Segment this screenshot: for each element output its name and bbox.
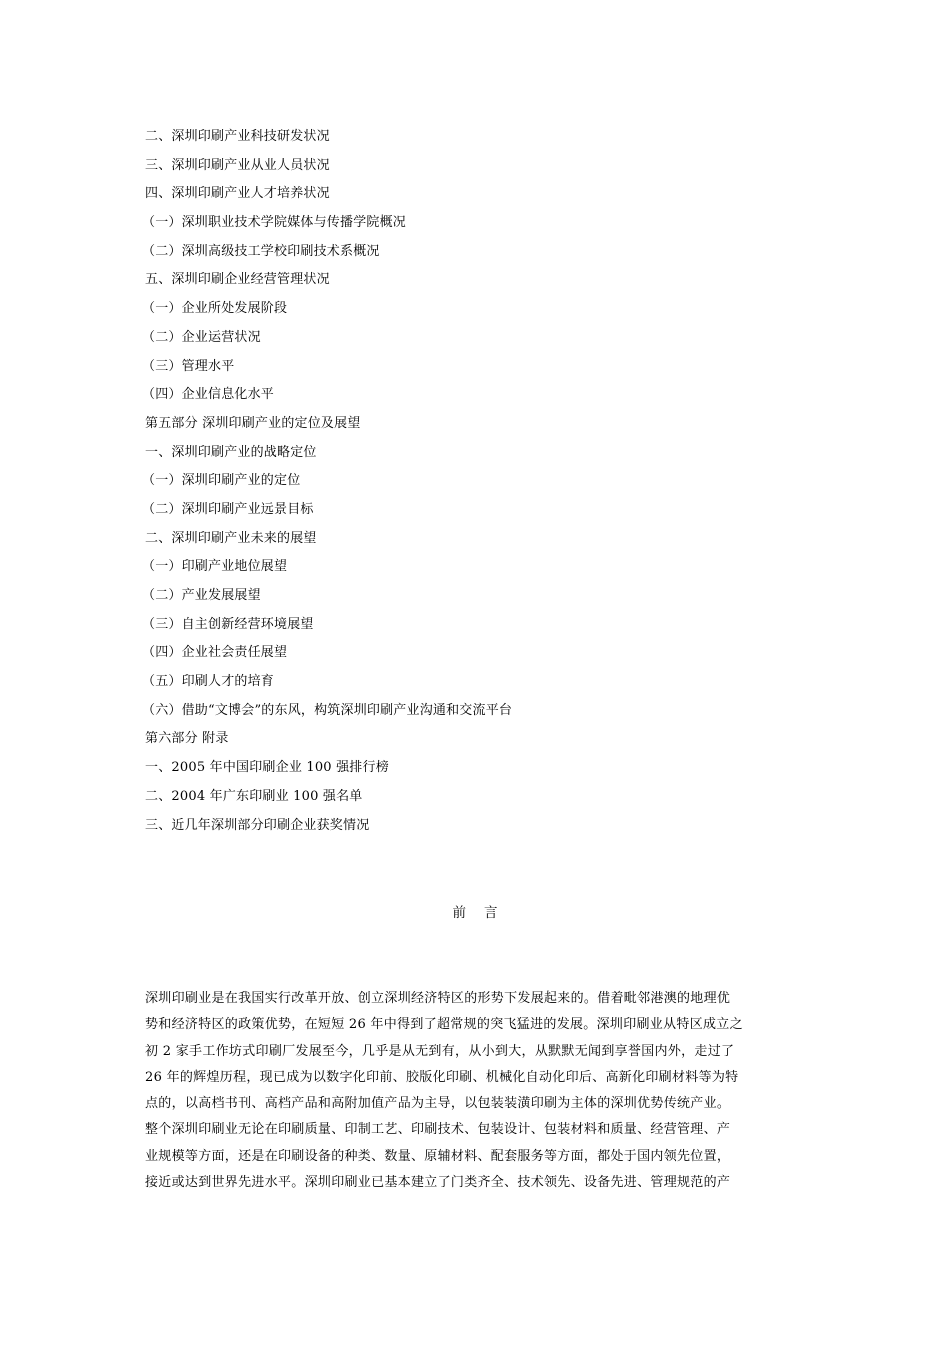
toc-entry: （二）产业发展展望: [142, 588, 261, 603]
toc-entry: （二）深圳印刷产业远景目标: [142, 501, 314, 517]
toc-entry: （一）印刷产业地位展望: [142, 559, 288, 575]
table-of-contents: [142, 126, 805, 843]
preface-line: 整个深圳印刷业无论在印刷质量、印制工艺、印刷技术、包装设计、包装材料和质量、经营管理、产: [145, 1122, 731, 1138]
toc-entry: （四）企业信息化水平: [142, 387, 275, 403]
toc-entry: （一）深圳职业技术学院媒体与传播学院概况: [142, 215, 407, 231]
toc-entry: （一）深圳印刷产业的定位: [142, 473, 301, 489]
toc-entry: （一）企业所处发展阶段: [142, 301, 288, 317]
preface-line: 接近或达到世界先进水平。深圳印刷业已基本建立了门类齐全、技术领先、设备先进、管理规范的产: [145, 1175, 731, 1191]
toc-entry: （二）企业运营状况: [142, 329, 261, 345]
toc-entry: （三）管理水平: [142, 358, 235, 374]
toc-entry: （五）印刷人才的培育: [142, 674, 275, 690]
toc-entry: 三、近几年深圳部分印刷企业获奖情况: [145, 817, 370, 833]
toc-entry: （四）企业社会责任展望: [142, 645, 288, 661]
preface-line: 26 年的辉煌历程，现已成为以数字化印前、胶版化印刷、机械化自动化印后、高新化印刷材料等为特: [145, 1069, 739, 1085]
toc-entry: 五、深圳印刷企业经营管理状况: [145, 272, 330, 288]
toc-entry: （六）借助“文博会”的东风，构筑深圳印刷产业沟通和交流平台: [142, 702, 513, 718]
toc-entry: 三、深圳印刷产业从业人员状况: [145, 157, 330, 173]
preface-line: 点的，以高档书刊、高档产品和高附加值产品为主导，以包装装潢印刷为主体的深圳优势传统产业。: [145, 1096, 731, 1112]
preface-title-char-1: 前: [452, 905, 466, 921]
toc-entry: 一、深圳印刷产业的战略定位: [145, 444, 317, 460]
preface-line: 深圳印刷业是在我国实行改革开放、创立深圳经济特区的形势下发展起来的。借着毗邻港澳的地理优: [145, 991, 731, 1006]
preface-paragraph: [145, 986, 785, 1196]
toc-entry: 第五部分 深圳印刷产业的定位及展望: [145, 415, 361, 431]
toc-entry: 二、深圳印刷产业未来的展望: [145, 530, 317, 546]
preface-line: 业规模等方面，还是在印刷设备的种类、数量、原辅材料、配套服务等方面，都处于国内领先位置，: [145, 1148, 731, 1164]
toc-entry: 一、2005 年中国印刷企业 100 强排行榜: [145, 760, 389, 776]
toc-entry: 二、深圳印刷产业科技研发状况: [145, 129, 330, 144]
toc-entry: 二、2004 年广东印刷业 100 强名单: [145, 788, 363, 804]
preface-title: [0, 902, 950, 924]
toc-entry: 第六部分 附录: [145, 731, 229, 747]
preface-line: 势和经济特区的政策优势，在短短 26 年中得到了超常规的突飞猛进的发展。深圳印刷业从特区成立之: [145, 1017, 743, 1033]
toc-entry: （三）自主创新经营环境展望: [142, 616, 314, 632]
toc-entry: 四、深圳印刷产业人才培养状况: [145, 186, 330, 202]
preface-line: 初 2 家手工作坊式印刷厂发展至今，几乎是从无到有，从小到大，从默默无闻到享誉国内外，走过了: [145, 1043, 735, 1059]
toc-entry: （二）深圳高级技工学校印刷技术系概况: [142, 243, 380, 259]
preface-title-char-2: 言: [484, 905, 498, 921]
